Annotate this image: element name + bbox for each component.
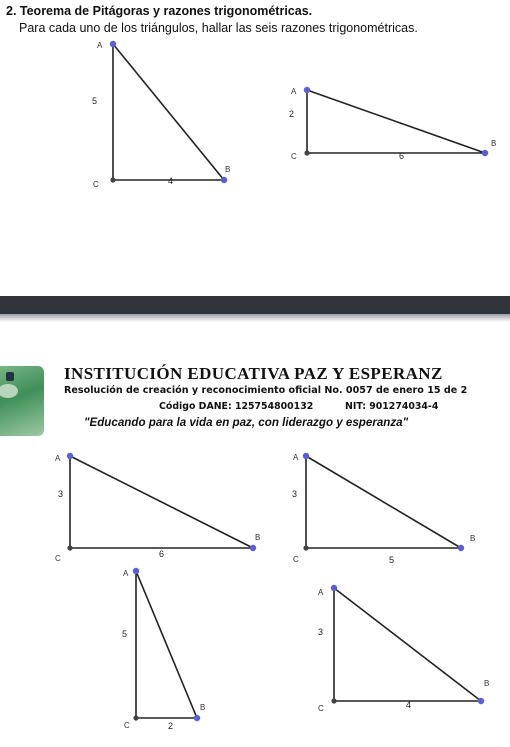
exercise-title: 2. Teorema de Pitágoras y razones trigonométricas.	[6, 4, 313, 18]
triangle-1-side-ac-length: 5	[92, 96, 98, 106]
school-name: INSTITUCIÓN EDUCATIVA PAZ Y ESPERANZ	[64, 364, 443, 383]
triangle-3-vertex-a-point	[67, 453, 73, 459]
school-nit: NIT: 901274034-4	[345, 401, 439, 412]
triangle-3-side-cb-length: 6	[159, 549, 165, 559]
triangle-1-label-b: B	[225, 165, 231, 174]
exercise-instruction: Para cada uno de los triángulos, hallar las seis razones trigonométricas.	[19, 21, 418, 35]
triangle-4-label-a: A	[293, 453, 299, 462]
triangle-5-outline	[136, 571, 197, 718]
triangle-6-vertex-c-point	[331, 698, 336, 703]
triangle-6-label-a: A	[318, 588, 324, 597]
triangle-1-side-cb-length: 4	[168, 176, 174, 186]
triangle-2-outline	[307, 90, 485, 153]
triangle-2-label-b: B	[491, 139, 497, 148]
triangle-3-label-b: B	[255, 533, 261, 542]
triangle-6-label-c: C	[318, 704, 324, 713]
triangle-3-vertex-b-point	[250, 545, 256, 551]
triangle-6-label-b: B	[484, 679, 490, 688]
triangle-5-label-a: A	[123, 569, 129, 578]
triangle-4-outline	[306, 456, 461, 548]
triangle-1-label-a: A	[97, 41, 103, 50]
triangle-2-side-ac-length: 2	[289, 109, 295, 119]
triangle-4-vertex-c-point	[303, 545, 308, 550]
triangle-4-side-cb-length: 5	[389, 555, 395, 565]
triangle-2-label-a: A	[291, 87, 297, 96]
triangle-5-vertex-a-point	[133, 568, 139, 574]
triangle-3-label-a: A	[55, 454, 61, 463]
triangle-2-side-cb-length: 6	[399, 151, 405, 161]
school-resolution: Resolución de creación y reconocimiento oficial No. 0057 de enero 15 de 2	[64, 385, 468, 396]
triangle-2-label-c: C	[291, 152, 297, 161]
triangle-3-side-ac-length: 3	[58, 489, 64, 499]
triangle-5-vertex-b-point	[194, 715, 200, 721]
triangle-1-vertex-a-point	[110, 41, 116, 47]
triangle-6-vertex-b-point	[478, 698, 484, 704]
triangle-4-side-ac-length: 3	[292, 489, 298, 499]
triangle-4-vertex-a-point	[303, 453, 309, 459]
triangle-4-label-b: B	[470, 534, 476, 543]
triangle-6-vertex-a-point	[331, 585, 337, 591]
triangle-5-label-c: C	[124, 721, 130, 730]
triangle-5-vertex-c-point	[133, 715, 138, 720]
triangle-1-label-c: C	[93, 180, 99, 189]
triangle-1-vertex-b-point	[221, 177, 227, 183]
triangle-6-outline	[334, 588, 481, 701]
triangle-5-side-ac-length: 5	[122, 629, 128, 639]
triangle-1-vertex-c-point	[110, 177, 115, 182]
triangle-3-vertex-c-point	[67, 545, 72, 550]
triangle-4-vertex-b-point	[458, 545, 464, 551]
triangle-2-vertex-b-point	[482, 150, 488, 156]
triangle-5-side-cb-length: 2	[168, 721, 174, 731]
triangle-2-vertex-a-point	[304, 87, 310, 93]
triangle-5-label-b: B	[200, 703, 206, 712]
triangle-6-side-ac-length: 3	[318, 627, 324, 637]
triangle-1-outline	[113, 44, 224, 180]
school-motto: "Educando para la vida en paz, con liderazgo y esperanza"	[84, 416, 409, 429]
triangle-4-label-c: C	[293, 555, 299, 564]
triangle-2-vertex-c-point	[304, 150, 309, 155]
triangle-3-label-c: C	[55, 554, 61, 563]
school-dane-code: Código DANE: 125754800132	[159, 401, 314, 412]
triangle-3-outline	[70, 456, 253, 548]
triangle-6-side-cb-length: 4	[406, 700, 412, 710]
